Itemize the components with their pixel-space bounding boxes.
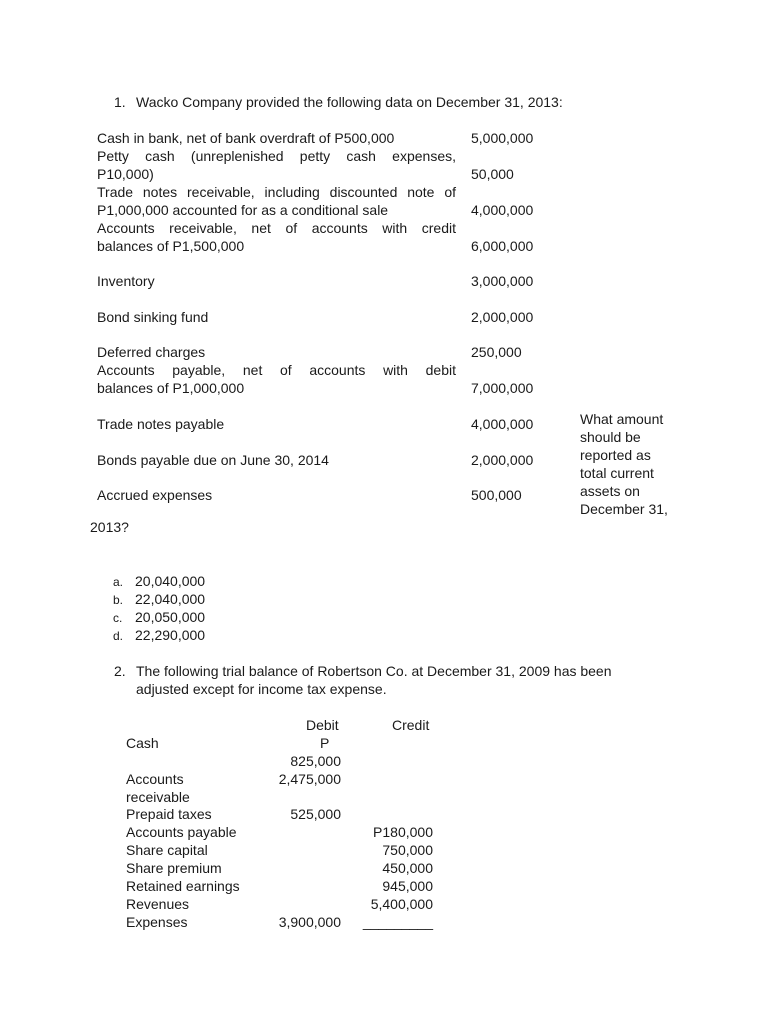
q1-item-amount: 5,000,000: [471, 130, 534, 146]
q2-credit-amount: 5,400,000: [370, 896, 433, 912]
q2-header-credit: Credit: [392, 717, 430, 733]
q1-question-line: December 31,: [580, 501, 668, 517]
q1-question-line: total current: [580, 465, 654, 481]
q2-credit-amount: _________: [362, 914, 433, 930]
q2-credit-amount: 945,000: [382, 878, 433, 894]
q2-header-debit: Debit: [306, 717, 339, 733]
q1-choice-a: a. 20,040,000: [113, 573, 206, 589]
q2-credit-amount: P180,000: [373, 824, 433, 840]
q1-question-line: should be: [580, 429, 641, 445]
q1-question-line: assets on: [580, 483, 640, 499]
q1-item-text: Trade notes receivable, including discounted note of: [97, 184, 456, 200]
q1-choice-d: d. 22,290,000: [113, 627, 206, 643]
q1-item-text: P10,000): [97, 166, 154, 182]
q2-account-name: Share premium: [126, 860, 222, 876]
q1-item-text: balances of P1,000,000: [97, 380, 245, 396]
q1-question-tail: 2013?: [90, 519, 129, 535]
q2-account-name: Accounts: [126, 771, 184, 787]
q1-item-text: Petty cash (unreplenished petty cash expenses,: [97, 148, 456, 164]
q1-item-text: Inventory: [97, 273, 155, 289]
q1-item-text: Accounts receivable, net of accounts with credit: [97, 220, 456, 236]
q2-credit-amount: 450,000: [382, 860, 433, 876]
q2-debit-amount: 2,475,000: [278, 771, 341, 787]
q2-intro: [136, 662, 677, 698]
q1-item-text: Cash in bank, net of bank overdraft of P500,000: [97, 130, 395, 146]
q1-item-text: Bonds payable due on June 30, 2014: [97, 452, 329, 468]
q1-item-amount: 7,000,000: [471, 380, 534, 396]
q2-account-name-cont: receivable: [126, 789, 190, 805]
q2-header-p: P: [320, 735, 330, 751]
q1-item-text: Accounts payable, net of accounts with debit: [97, 362, 456, 378]
q1-item-amount: 250,000: [471, 344, 522, 360]
q1-item-amount: 2,000,000: [471, 309, 534, 325]
q1-item-amount: 500,000: [471, 487, 522, 503]
q1-item-amount: 4,000,000: [471, 416, 534, 432]
q2-account-name: Share capital: [126, 842, 208, 858]
q2-intro-line2: adjusted except for income tax expense.: [136, 681, 387, 697]
q2-debit-amount: 825,000: [290, 753, 341, 769]
q1-item-text: P1,000,000 accounted for as a conditional sale: [97, 202, 389, 218]
q2-intro-line1: The following trial balance of Robertson Co. at December 31, 2009 has been: [136, 663, 612, 679]
q1-question-side: [580, 410, 678, 518]
q1-number: 1.: [114, 94, 126, 110]
q1-item-text: Deferred charges: [97, 344, 206, 360]
q1-item-amount: 2,000,000: [471, 452, 534, 468]
q1-item-text: Accrued expenses: [97, 487, 213, 503]
q2-debit-amount: 525,000: [290, 806, 341, 822]
q1-question-line: reported as: [580, 447, 651, 463]
q1-item-text: Trade notes payable: [97, 416, 225, 432]
q2-number: 2.: [114, 663, 126, 679]
q1-intro: Wacko Company provided the following data on December 31, 2013:: [136, 94, 563, 110]
q1-item-amount: 50,000: [471, 166, 514, 182]
q2-debit-amount: 3,900,000: [278, 914, 341, 930]
q1-item-text: Bond sinking fund: [97, 309, 209, 325]
q1-choice-c: c. 20,050,000: [113, 609, 206, 625]
q1-item-amount: 4,000,000: [471, 202, 534, 218]
q2-account-name: Cash: [126, 735, 159, 751]
q1-question-line: What amount: [580, 411, 664, 427]
q1-choice-b: b. 22,040,000: [113, 591, 206, 607]
q1-item-text: balances of P1,500,000: [97, 238, 245, 254]
q2-credit-amount: 750,000: [382, 842, 433, 858]
q2-account-name: Expenses: [126, 914, 188, 930]
q1-item-amount: 6,000,000: [471, 238, 534, 254]
q1-item-amount: 3,000,000: [471, 273, 534, 289]
q2-account-name: Accounts payable: [126, 824, 237, 840]
q2-account-name: Prepaid taxes: [126, 806, 212, 822]
q2-account-name: Revenues: [126, 896, 190, 912]
q2-account-name: Retained earnings: [126, 878, 240, 894]
